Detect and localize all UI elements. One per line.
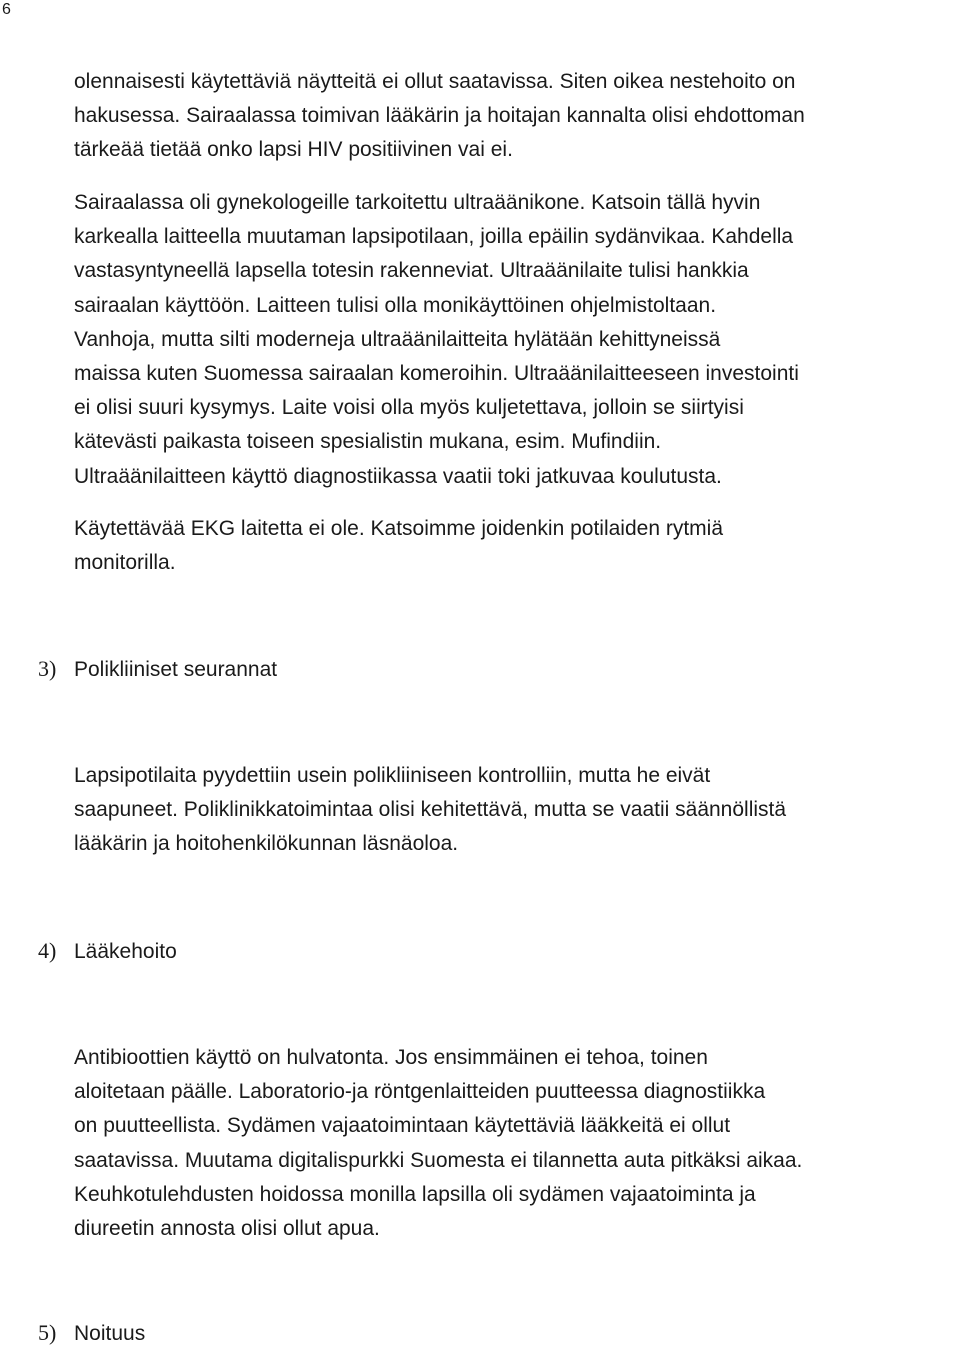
page-number: 6 — [2, 1, 11, 18]
section-heading-witchcraft — [38, 1316, 145, 1351]
text-line: diureetin annosta olisi ollut apua. — [74, 1216, 380, 1240]
text-line: maissa kuten Suomessa sairaalan komeroihin. Ultraäänilaitteeseen investointi — [74, 361, 799, 385]
section-title: Lääkehoito — [74, 940, 177, 963]
section-heading-outpatient — [38, 652, 277, 687]
text-line: tärkeää tietää onko lapsi HIV positiivinen vai ei. — [74, 138, 513, 162]
text-line: Ultraäänilaitteen käyttö diagnostiikassa vaatii toki jatkuvaa koulutusta. — [74, 464, 722, 488]
text-line: on puutteellista. Sydämen vajaatoimintaan käytettäviä lääkkeitä ei ollut — [74, 1114, 731, 1138]
section-title: Polikliiniset seurannat — [74, 658, 278, 681]
paragraph-ekg — [74, 512, 958, 580]
text-line: saapuneet. Poliklinikkatoimintaa olisi kehitettävä, mutta se vaatii säännöllistä — [74, 798, 787, 822]
paragraph-medication — [74, 1041, 958, 1246]
text-line: Antibioottien käyttö on hulvatonta. Jos ensimmäinen ei tehoa, toinen — [74, 1046, 708, 1069]
text-line: Vanhoja, mutta silti moderneja ultraäänilaitteita hylätään kehittyneissä — [74, 327, 721, 351]
text-line: vastasyntyneellä lapsella totesin rakenneviat. Ultraäänilaite tulisi hankkia — [74, 259, 749, 283]
text-line: olennaisesti käytettäviä näytteitä ei ollut saatavissa. Siten oikea nestehoito on — [74, 70, 796, 93]
section-heading-medication — [38, 934, 177, 969]
text-line: sairaalan käyttöön. Laitteen tulisi olla monikäyttöinen ohjelmistoltaan. — [74, 293, 717, 317]
text-line: karkealla laitteella muutaman lapsipotilaan, joilla epäilin sydänvikaa. Kahdella — [74, 225, 794, 249]
section-title: Noituus — [74, 1322, 146, 1345]
paragraph-ultrasound — [74, 186, 958, 494]
section-number: 4) — [38, 938, 57, 963]
text-line: monitorilla. — [74, 551, 176, 575]
text-line: ei olisi suuri kysymys. Laite voisi olla myös kuljetettava, jolloin se siirtyisi — [74, 396, 744, 420]
paragraph-outpatient — [74, 759, 958, 862]
text-line: hakusessa. Sairaalassa toimivan lääkärin ja hoitajan kannalta olisi ehdottoman — [74, 104, 805, 128]
section-number: 3) — [38, 656, 57, 681]
section-number: 5) — [38, 1320, 57, 1345]
text-line: kätevästi paikasta toiseen spesialistin mukana, esim. Mufindiin. — [74, 430, 662, 454]
text-line: aloitetaan päälle. Laboratorio-ja röntgenlaitteiden puutteessa diagnostiikka — [74, 1080, 766, 1104]
paragraph-hiv-testing — [74, 65, 958, 168]
text-line: saatavissa. Muutama digitalispurkki Suomesta ei tilannetta auta pitkäksi aikaa. — [74, 1148, 803, 1172]
text-line: Keuhkotulehdusten hoidossa monilla lapsilla oli sydämen vajaatoiminta ja — [74, 1182, 756, 1206]
text-line: lääkärin ja hoitohenkilökunnan läsnäoloa. — [74, 832, 459, 856]
text-line: Lapsipotilaita pyydettiin usein polikliiniseen kontrolliin, mutta he eivät — [74, 764, 711, 787]
text-line: Käytettävää EKG laitetta ei ole. Katsoimme joidenkin potilaiden rytmiä — [74, 517, 724, 540]
text-line: Sairaalassa oli gynekologeille tarkoitettu ultraäänikone. Katsoin tällä hyvin — [74, 191, 761, 214]
